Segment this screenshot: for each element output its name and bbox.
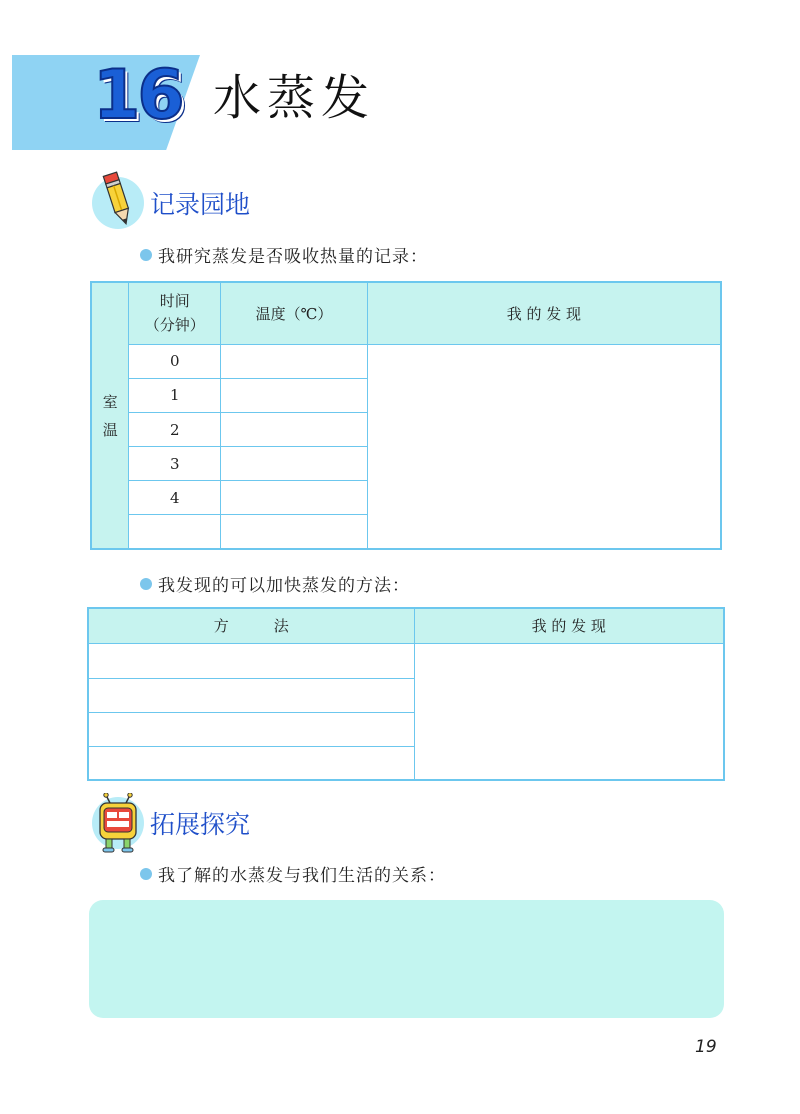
extend-intro-text: 我了解的水蒸发与我们生活的关系：	[158, 866, 446, 886]
temp-cell[interactable]	[221, 378, 368, 412]
findings-cell[interactable]	[414, 643, 724, 780]
bullet-dot-icon	[140, 578, 152, 590]
time-cell	[129, 515, 221, 549]
answer-box[interactable]	[89, 900, 724, 1018]
bullet-dot-icon	[140, 249, 152, 261]
col-temp-header: 温度（℃）	[221, 282, 368, 344]
method-cell[interactable]	[88, 643, 414, 678]
evaporation-record-table	[90, 281, 722, 550]
record-intro	[140, 242, 428, 267]
temp-cell[interactable]	[221, 344, 368, 378]
robot-icon	[92, 797, 144, 849]
temp-cell[interactable]	[221, 412, 368, 446]
record-intro-text: 我研究蒸发是否吸收热量的记录：	[158, 247, 428, 267]
col-findings-header: 我 的 发 现	[414, 608, 724, 643]
section-extend-title: 拓展探究	[150, 810, 251, 839]
time-cell: 2	[129, 412, 221, 446]
time-cell: 4	[129, 481, 221, 515]
methods-intro-text: 我发现的可以加快蒸发的方法：	[158, 576, 410, 596]
col-time-header: 时间 （分钟）	[129, 282, 221, 344]
temp-cell[interactable]	[221, 447, 368, 481]
methods-intro	[140, 571, 410, 596]
temp-cell[interactable]	[221, 515, 368, 549]
bullet-dot-icon	[140, 868, 152, 880]
page-number: 19	[695, 1037, 717, 1057]
pencil-icon	[92, 177, 144, 229]
methods-table	[87, 607, 725, 781]
section-record-title: 记录园地	[150, 190, 251, 219]
method-cell[interactable]	[88, 746, 414, 780]
findings-cell[interactable]	[367, 344, 721, 549]
method-cell[interactable]	[88, 678, 414, 712]
col-method-header: 方 法	[88, 608, 414, 643]
time-cell: 3	[129, 447, 221, 481]
col-findings-header: 我 的 发 现	[367, 282, 721, 344]
room-temp-label: 室 温	[91, 282, 129, 549]
time-cell: 0	[129, 344, 221, 378]
time-cell: 1	[129, 378, 221, 412]
section-record-header	[92, 177, 250, 229]
extend-intro	[140, 861, 446, 886]
lesson-number: 16	[93, 56, 182, 135]
method-cell[interactable]	[88, 712, 414, 746]
lesson-title: 水蒸发	[213, 70, 376, 126]
section-extend-header	[92, 797, 250, 849]
temp-cell[interactable]	[221, 481, 368, 515]
